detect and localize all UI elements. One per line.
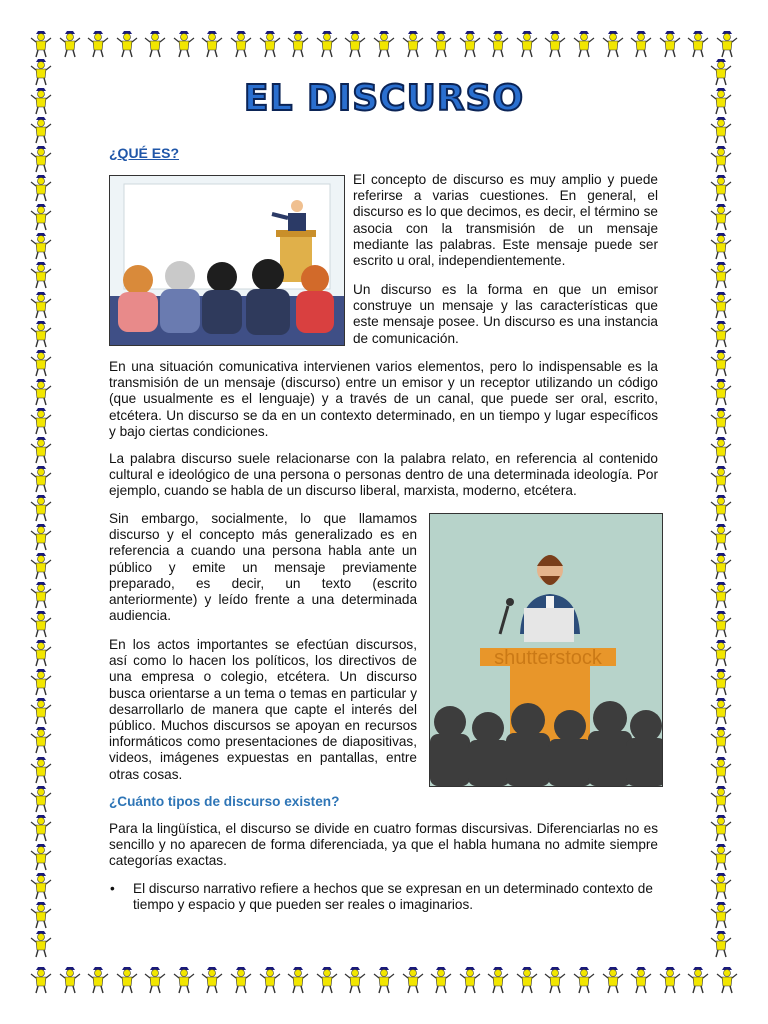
cartoon-figure-icon (710, 610, 732, 638)
cartoon-figure-icon (116, 966, 138, 994)
cartoon-figure-icon (144, 966, 166, 994)
cartoon-figure-icon (59, 30, 81, 58)
cartoon-figure-icon (716, 966, 738, 994)
cartoon-figure-icon (710, 639, 732, 667)
cartoon-figure-icon (687, 30, 709, 58)
cartoon-figure-icon (30, 581, 52, 609)
paragraph-4: La palabra discurso suele relacionarse con la palabra relato, en referencia al contenido cultural e ideológico de una persona o personas dentro de una determinada ideología. Por ejemplo, cuando se habla de un discurso liberal, marxista, moderno, etcétera. (109, 451, 658, 499)
cartoon-figure-icon (687, 966, 709, 994)
cartoon-figure-icon (30, 203, 52, 231)
page-title: EL DISCURSO (243, 78, 525, 119)
cartoon-figure-icon (30, 232, 52, 260)
cartoon-figure-icon (30, 465, 52, 493)
cartoon-figure-icon (430, 966, 452, 994)
cartoon-figure-icon (402, 30, 424, 58)
cartoon-figure-icon (116, 30, 138, 58)
cartoon-figure-icon (30, 901, 52, 929)
cartoon-figure-icon (30, 116, 52, 144)
cartoon-figure-icon (30, 378, 52, 406)
bullet-list (110, 881, 658, 913)
cartoon-figure-icon (259, 966, 281, 994)
cartoon-figure-icon (710, 116, 732, 144)
cartoon-figure-icon (710, 494, 732, 522)
cartoon-figure-icon (373, 966, 395, 994)
cartoon-figure-icon (659, 966, 681, 994)
cartoon-figure-icon (201, 30, 223, 58)
page-border-left (30, 58, 58, 958)
page-border-bottom (30, 966, 738, 994)
paragraph-3: En una situación comunicativa intervienen varios elementos, pero lo indispensable es la transmisión de un mensaje (discurso) entre un emisor y un receptor utilizando un código (que usualmente es el lenguaje) y a través de un canal, que puede ser oral, escrito, etcétera. Un discurso se da en un contexto determinado, en un tiempo y lugar específicos y bajo ciertas condiciones. (109, 359, 658, 439)
cartoon-figure-icon (201, 966, 223, 994)
audience-speaker-image (109, 175, 345, 346)
cartoon-figure-icon (710, 145, 732, 173)
paragraph-2: Un discurso es la forma en que un emisor construye un mensaje y las características que este mensaje posee. Un discurso es una instancia de comunicación. (353, 282, 658, 346)
cartoon-figure-icon (30, 697, 52, 725)
cartoon-figure-icon (710, 465, 732, 493)
cartoon-figure-icon (659, 30, 681, 58)
section-heading-tipos: ¿Cuánto tipos de discurso existen? (109, 794, 340, 809)
cartoon-figure-icon (487, 30, 509, 58)
cartoon-figure-icon (344, 30, 366, 58)
cartoon-figure-icon (710, 291, 732, 319)
cartoon-figure-icon (710, 756, 732, 784)
cartoon-figure-icon (30, 523, 52, 551)
cartoon-figure-icon (87, 30, 109, 58)
bullet-dot-icon: • (110, 881, 115, 896)
cartoon-figure-icon (487, 966, 509, 994)
cartoon-figure-icon (30, 610, 52, 638)
cartoon-figure-icon (344, 966, 366, 994)
cartoon-figure-icon (30, 872, 52, 900)
cartoon-figure-icon (710, 930, 732, 958)
cartoon-figure-icon (30, 291, 52, 319)
cartoon-figure-icon (710, 726, 732, 754)
paragraph-6: En los actos importantes se efectúan discursos, así como lo hacen los políticos, los directivos de una empresa o colegio, etcétera. Un discurso busca orientarse a un tema o temas en particular y desarrollarlo de manera que capte el interés del público. Muchos discursos se apoyan en recursos informáticos como presentaciones de diapositivas, videos, imágenes expuestas en pantallas, entre otras cosas. (109, 637, 417, 782)
cartoon-figure-icon (259, 30, 281, 58)
cartoon-figure-icon (710, 843, 732, 871)
cartoon-figure-icon (30, 639, 52, 667)
paragraph-5: Sin embargo, socialmente, lo que llamamos discurso y el concepto más generalizado es en referencia a cuando una persona habla ante un público y emite un mensaje previamente preparado, es decir, un texto (escrito anteriormente) y leído frente a una determinada audiencia. (109, 511, 417, 624)
cartoon-figure-icon (573, 966, 595, 994)
cartoon-figure-icon (287, 30, 309, 58)
cartoon-figure-icon (373, 30, 395, 58)
cartoon-figure-icon (710, 785, 732, 813)
cartoon-figure-icon (316, 966, 338, 994)
cartoon-figure-icon (316, 30, 338, 58)
cartoon-figure-icon (87, 966, 109, 994)
paragraph-7: Para la lingüística, el discurso se divide en cuatro formas discursivas. Diferenciarlas no es sencillo y no aparecen de forma diferenciada, ya que el habla humana no admite siempre categorías exactas. (109, 821, 658, 869)
cartoon-figure-icon (230, 30, 252, 58)
cartoon-figure-icon (710, 261, 732, 289)
cartoon-figure-icon (710, 872, 732, 900)
cartoon-figure-icon (230, 966, 252, 994)
cartoon-figure-icon (630, 966, 652, 994)
cartoon-figure-icon (710, 174, 732, 202)
podium-speaker-image (429, 513, 663, 787)
cartoon-figure-icon (30, 261, 52, 289)
cartoon-figure-icon (710, 349, 732, 377)
list-item: • El discurso narrativo refiere a hechos que se expresan en un determinado contexto de tiempo y espacio y que pueden ser reales o imaginarios. (110, 881, 653, 913)
cartoon-figure-icon (30, 756, 52, 784)
cartoon-figure-icon (30, 814, 52, 842)
cartoon-figure-icon (544, 966, 566, 994)
cartoon-figure-icon (710, 581, 732, 609)
cartoon-figure-icon (173, 30, 195, 58)
cartoon-figure-icon (173, 966, 195, 994)
cartoon-figure-icon (573, 30, 595, 58)
cartoon-figure-icon (30, 349, 52, 377)
cartoon-figure-icon (59, 966, 81, 994)
cartoon-figure-icon (459, 966, 481, 994)
cartoon-figure-icon (30, 726, 52, 754)
cartoon-figure-icon (30, 668, 52, 696)
cartoon-figure-icon (602, 966, 624, 994)
page-border-right (710, 58, 738, 958)
cartoon-figure-icon (710, 523, 732, 551)
cartoon-figure-icon (30, 966, 52, 994)
cartoon-figure-icon (516, 966, 538, 994)
cartoon-figure-icon (710, 814, 732, 842)
cartoon-figure-icon (716, 30, 738, 58)
cartoon-figure-icon (710, 378, 732, 406)
cartoon-figure-icon (710, 668, 732, 696)
cartoon-figure-icon (544, 30, 566, 58)
cartoon-figure-icon (602, 30, 624, 58)
cartoon-figure-icon (30, 494, 52, 522)
cartoon-figure-icon (459, 30, 481, 58)
cartoon-figure-icon (402, 966, 424, 994)
cartoon-figure-icon (430, 30, 452, 58)
cartoon-figure-icon (710, 232, 732, 260)
page-border-top (30, 30, 738, 58)
section-heading-que-es: ¿QUÉ ES? (109, 145, 180, 161)
cartoon-figure-icon (30, 407, 52, 435)
cartoon-figure-icon (710, 407, 732, 435)
podium-speaker-icon (430, 514, 662, 786)
cartoon-figure-icon (287, 966, 309, 994)
cartoon-figure-icon (710, 320, 732, 348)
cartoon-figure-icon (30, 436, 52, 464)
cartoon-figure-icon (630, 30, 652, 58)
cartoon-figure-icon (30, 320, 52, 348)
cartoon-figure-icon (710, 436, 732, 464)
cartoon-figure-icon (710, 203, 732, 231)
image-watermark: shutterstock (494, 647, 602, 669)
cartoon-figure-icon (30, 552, 52, 580)
cartoon-figure-icon (30, 145, 52, 173)
cartoon-figure-icon (144, 30, 166, 58)
cartoon-figure-icon (30, 785, 52, 813)
cartoon-figure-icon (30, 930, 52, 958)
cartoon-figure-icon (710, 697, 732, 725)
audience-speaker-icon (110, 176, 344, 345)
cartoon-figure-icon (710, 901, 732, 929)
cartoon-figure-icon (30, 30, 52, 58)
cartoon-figure-icon (710, 552, 732, 580)
cartoon-figure-icon (516, 30, 538, 58)
paragraph-1: El concepto de discurso es muy amplio y puede referirse a varias cuestiones. En general, el discurso es lo que decimos, es decir, el término se asocia con la transmisión de un mensaje mediante las palabras. Este mensaje puede ser escrito u oral, independientemente. (353, 172, 658, 269)
cartoon-figure-icon (30, 843, 52, 871)
cartoon-figure-icon (30, 174, 52, 202)
